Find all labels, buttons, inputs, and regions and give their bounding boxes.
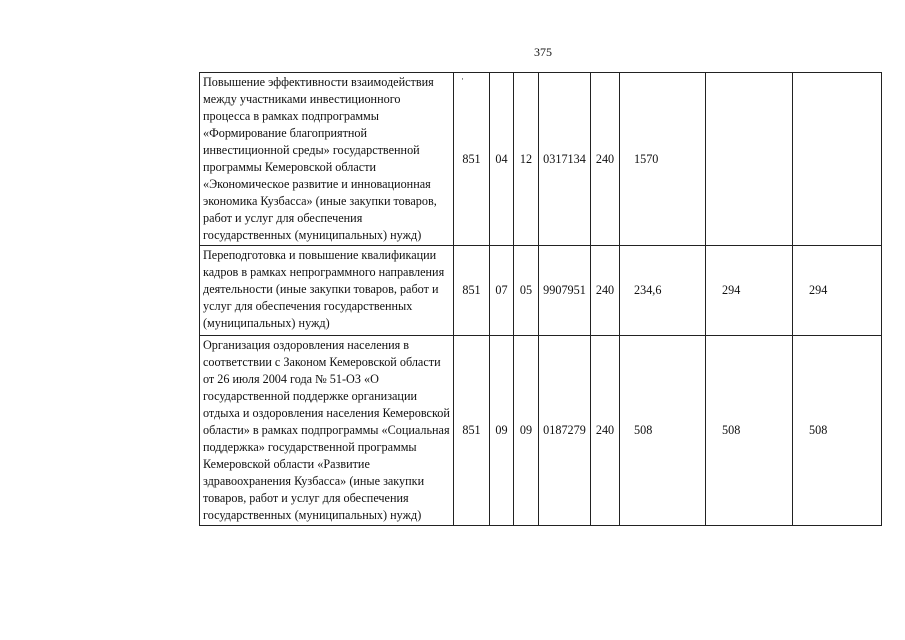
expense-type-cell: 240 (591, 336, 620, 526)
ministry-code-cell: 851 (454, 246, 490, 336)
expense-type-cell: 240 (591, 246, 620, 336)
section-code-cell: 04 (490, 73, 514, 246)
ministry-code-cell: 851 (454, 73, 490, 246)
section-code-cell: 07 (490, 246, 514, 336)
scan-mark: · (461, 74, 464, 84)
amount-year-3-cell: 508 (793, 336, 882, 526)
ministry-code-cell: 851 (454, 336, 490, 526)
amount-year-1-cell: 508 (620, 336, 706, 526)
target-article-cell: 0187279 (539, 336, 591, 526)
expense-name-cell: Организация оздоровления населения в соответствии с Законом Кемеровской области от 26 июля 2004 года № 51-ОЗ «О государственной поддержке организации отдыха и оздоровления населения Кемеровской области» в рамках подпрограммы «Социальная поддержка» государственной программы Кемеровской области «Развитие здравоохранения Кузбасса» (иные закупки товаров, работ и услуг для обеспечения государственных (муниципальных) нужд) (200, 336, 454, 526)
expense-name-cell: Переподготовка и повышение квалификации кадров в рамках непрограммного направления деятельности (иные закупки товаров, работ и услуг для обеспечения государственных (муниципальных) нужд) (200, 246, 454, 336)
expense-type-cell: 240 (591, 73, 620, 246)
amount-year-2-cell: 508 (706, 336, 793, 526)
amount-year-3-cell: 294 (793, 246, 882, 336)
amount-year-1-cell: 1570 (620, 73, 706, 246)
amount-year-1-cell: 234,6 (620, 246, 706, 336)
table-row (200, 73, 882, 246)
amount-year-2-cell (706, 73, 793, 246)
subsection-code-cell: 05 (514, 246, 539, 336)
budget-table (199, 72, 882, 526)
subsection-code-cell: 09 (514, 336, 539, 526)
target-article-cell: 0317134 (539, 73, 591, 246)
table-row (200, 336, 882, 526)
target-article-cell: 9907951 (539, 246, 591, 336)
subsection-code-cell: 12 (514, 73, 539, 246)
amount-year-3-cell (793, 73, 882, 246)
amount-year-2-cell: 294 (706, 246, 793, 336)
table-row (200, 246, 882, 336)
page-number: 375 (534, 45, 552, 59)
section-code-cell: 09 (490, 336, 514, 526)
expense-name-cell: Повышение эффективности взаимодействия между участниками инвестиционного процесса в рамках подпрограммы «Формирование благоприятной инвестиционной среды» государственной программы Кемеровской области «Экономическое развитие и инновационная экономика Кузбасса» (иные закупки товаров, работ и услуг для обеспечения государственных (муниципальных) нужд) (200, 73, 454, 246)
